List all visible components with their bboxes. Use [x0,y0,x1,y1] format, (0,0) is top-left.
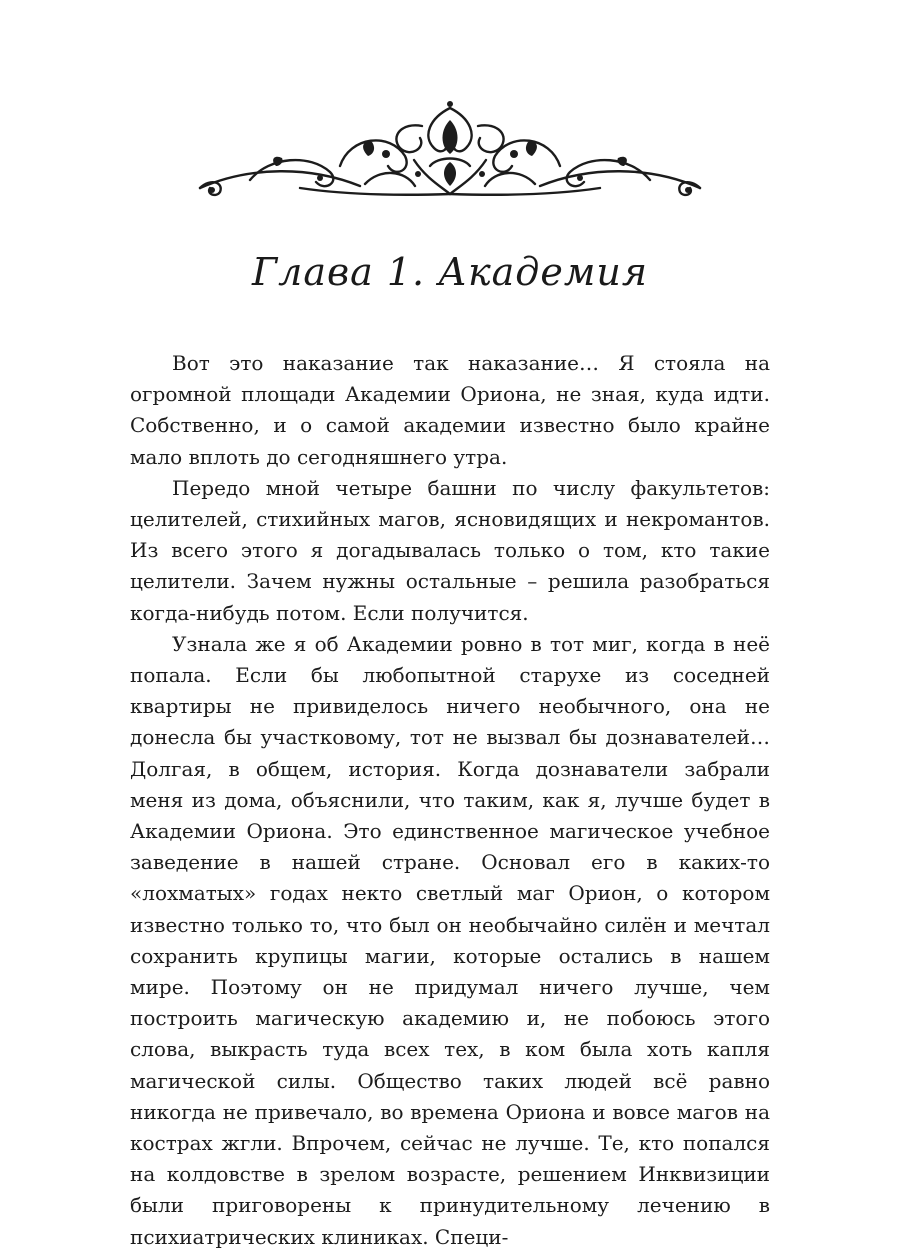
paragraph: Узнала же я об Академии ровно в тот миг, когда в неё попала. Если бы любопытной старухе из соседней квартиры не привиделось ничего необычного, она не донесла бы участковому, тот не вызвал бы дознавателей… Долгая, в общем, история. Когда дознаватели забрали меня из дома, объяснили, что таким, как я, лучше будет в Академии Ориона. Это единственное магическое учебное заведение в нашей стране. Основал его в каких-то «лохматых» годах некто светлый маг Орион, о котором известно только то, что был он необычайно силён и мечтал сохранить крупицы магии, которые остались в нашем мире. Поэтому он не придумал ничего лучше, чем построить магическую академию и, не побоюсь этого слова, выкрасть туда всех тех, в ком была хоть капля магической силы. Общество таких людей всё равно никогда не привечало, во времена Ориона и вовсе магов на кострах жгли. Впрочем, сейчас не лучше. Те, кто попался на колдовстве в зрелом возрасте, решением Инквизиции были приговорены к принудительному лечению в психиатрических клиниках. Специ- [130,631,770,1249]
chapter-body [130,348,770,1253]
paragraph: Передо мной четыре башни по числу факультетов: целителей, стихийных магов, ясновидящих и некромантов. Из всего этого я догадывалась только о том, кто такие целители. Зачем нужны остальные – решила разобраться когда-нибудь потом. Если получится. [130,475,770,625]
paragraph: Вот это наказание так наказание… Я стояла на огромной площади Академии Ориона, не зная, куда идти. Собственно, и о самой академии известно было крайне мало вплоть до сегодняшнего утра. [130,351,770,469]
chapter-title: Глава 1. Академия [251,250,649,294]
flourish-ornament-icon [190,96,710,206]
